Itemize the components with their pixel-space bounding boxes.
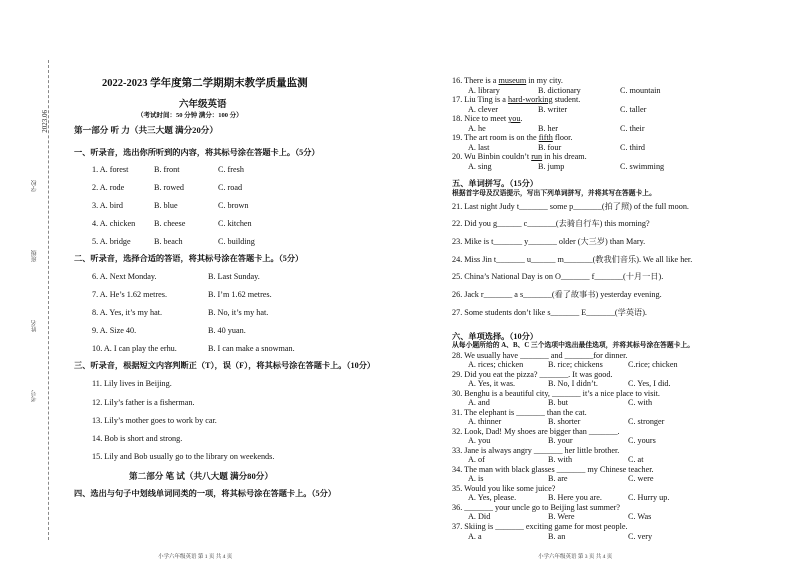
option: A. library — [468, 86, 500, 95]
list-item: 22. Did you g______ c_______(去骑自行车) this morning? — [452, 219, 650, 228]
option: C. swimming — [620, 162, 665, 171]
binding-label-class: 班级 — [32, 250, 38, 262]
sec3-heading: 三、听录音，根据短文内容判断正（T），误（F），将其标号涂在答题卡上。（10分） — [74, 361, 376, 370]
option: A. and — [468, 398, 490, 407]
sec4-heading: 四、选出与句子中划线单词同类的一项，将其标号涂在答题卡上。（5分） — [74, 489, 336, 498]
option: B. cheese — [154, 219, 186, 228]
list-item: 11. Lily lives in Beijing. — [92, 379, 172, 388]
option: B. rice; chickens — [548, 360, 603, 369]
sec6-heading: 六、单项选择。（10分） — [452, 332, 538, 341]
list-item: 23. Mike is t_______ y_______ older (大三岁) than Mary. — [452, 237, 646, 246]
option: B. blue — [154, 201, 178, 210]
list-item: 25. China’s National Day is on O_______ f_______(十月一日). — [452, 272, 664, 281]
part2-heading: 第二部分 笔 试（共八大题 满分80分） — [129, 471, 273, 481]
question: 20. Wu Binbin couldn’t run in his dream. — [452, 152, 587, 161]
option: C. third — [620, 143, 646, 152]
option: B. Here you are. — [548, 493, 602, 502]
option: C. at — [628, 455, 644, 464]
option: B. with — [548, 455, 573, 464]
binding-margin — [8, 60, 48, 540]
sec2-heading: 二、听录音，选择合适的答语，将其标号涂在答题卡上。（5分） — [74, 254, 304, 263]
binding-label-number: 考号 — [32, 390, 38, 402]
option: 3. A. bird — [92, 201, 123, 210]
option: A. Did — [468, 512, 491, 521]
option: C. brown — [218, 201, 249, 210]
option: C. Yes, I did. — [628, 379, 671, 388]
option: 2. A. rode — [92, 183, 125, 192]
option: B. I can make a snowman. — [208, 344, 295, 353]
binding-year: 2023.06 — [41, 110, 49, 133]
page-footer-right: 小学六年级英语 第 3 页 共 4 页 — [538, 554, 613, 560]
binding-label-school: 学校 — [32, 180, 38, 192]
option: B. Last Sunday. — [208, 272, 260, 281]
option: 8. A. Yes, it’s my hat. — [92, 308, 163, 317]
option: B. rowed — [154, 183, 185, 192]
question: 36. _______ your uncle go to Beijing last summer? — [452, 503, 621, 512]
option: 5. A. bridge — [92, 237, 131, 246]
option: C. stronger — [628, 417, 665, 426]
list-item: 12. Lily’s father is a fisherman. — [92, 398, 195, 407]
question: 35. Would you like some juice? — [452, 484, 556, 493]
option: B. her — [538, 124, 559, 133]
option: B. but — [548, 398, 569, 407]
option: C. Was — [628, 512, 652, 521]
question: 18. Nice to meet you. — [452, 114, 523, 123]
list-item: 14. Bob is short and strong. — [92, 434, 183, 443]
list-item: 26. Jack r_______ a s_______(看了故事书) yesterday evening. — [452, 290, 662, 299]
underlined-word: hard-working — [507, 95, 553, 104]
question: 32. Look, Dad! My shoes are bigger than _______. — [452, 427, 620, 436]
list-item: 21. Last night Judy t_______ some p_______(拍了照) of the full moon. — [452, 202, 689, 211]
option: B. beach — [154, 237, 183, 246]
question: 17. Liu Ting is a hard-working student. — [452, 95, 581, 104]
underlined-word: you — [508, 114, 521, 123]
exam-info: （考试时间：50 分钟 满分：100 分） — [137, 112, 243, 119]
exam-subtitle: 六年级英语 — [179, 100, 227, 110]
list-item: 27. Some students don’t like s_______ E_______(学英语). — [452, 308, 647, 317]
option: B. No, it’s my hat. — [208, 308, 269, 317]
option: 6. A. Next Monday. — [92, 272, 157, 281]
option: A. last — [468, 143, 490, 152]
option: 9. A. Size 40. — [92, 326, 137, 335]
option: C. road — [218, 183, 243, 192]
option: A. sing — [468, 162, 492, 171]
question: 16. There is a museum in my city. — [452, 76, 563, 85]
option: C. were — [628, 474, 654, 483]
option: A. he — [468, 124, 486, 133]
option: C. kitchen — [218, 219, 252, 228]
option: B. No, I didn’t. — [548, 379, 598, 388]
option: 10. A. I can play the erhu. — [92, 344, 177, 353]
sec1-heading: 一、听录音，选出你所听到的内容，将其标号涂在答题卡上。（5分） — [74, 148, 320, 157]
option: C. fresh — [218, 165, 244, 174]
option: C. very — [628, 532, 653, 541]
option: A. you — [468, 436, 491, 445]
underlined-word: museum — [498, 76, 527, 85]
option: 7. A. He’s 1.62 metres. — [92, 290, 168, 299]
option: B. four — [538, 143, 562, 152]
option: C. taller — [620, 105, 647, 114]
binding-label-name: 姓名 — [32, 320, 38, 332]
question: 34. The man with black glasses _______ my Chinese teacher. — [452, 465, 654, 474]
option: C. building — [218, 237, 255, 246]
question: 30. Benghu is a beautiful city, _______ it’s a nice place to visit. — [452, 389, 660, 398]
option: C.rice; chicken — [628, 360, 678, 369]
question: 33. Jane is always angry _______ her little brother. — [452, 446, 620, 455]
option: B. writer — [538, 105, 568, 114]
option: C. Hurry up. — [628, 493, 670, 502]
list-item: 24. Miss Jin t_______ u______ m_______(教我们音乐). We all like her. — [452, 255, 693, 264]
question: 29. Did you eat the pizza? _______. It was good. — [452, 370, 613, 379]
option: B. I’m 1.62 metres. — [208, 290, 272, 299]
option: C. mountain — [620, 86, 661, 95]
option: C. with — [628, 398, 653, 407]
option: A. of — [468, 455, 485, 464]
sec5-instruction: 根据首字母及汉语提示，写出下列单词拼写，并将其写在答题卡上。 — [452, 190, 656, 197]
option: A. Yes, please. — [468, 493, 517, 502]
option: A. rices; chicken — [468, 360, 524, 369]
question: 31. The elephant is _______ than the cat. — [452, 408, 587, 417]
option: B. 40 yuan. — [208, 326, 246, 335]
option: B. are — [548, 474, 568, 483]
option: A. is — [468, 474, 484, 483]
option: C. their — [620, 124, 645, 133]
question: 19. The art room is on the fifth floor. — [452, 133, 573, 142]
option: C. yours — [628, 436, 656, 445]
exam-title: 2022-2023 学年度第二学期期末教学质量监测 — [102, 78, 308, 89]
option: A. clever — [468, 105, 499, 114]
option: 4. A. chicken — [92, 219, 136, 228]
option: B. front — [154, 165, 180, 174]
sec5-heading: 五、单词拼写。（15分） — [452, 179, 538, 188]
option: B. jump — [538, 162, 565, 171]
option: B. your — [548, 436, 573, 445]
option: B. shorter — [548, 417, 581, 426]
sec6-instruction: 从每小题所给的 A、B、C 三个选项中选出最佳选项，并将其标号涂在答题卡上。 — [452, 342, 695, 349]
question: 37. Skiing is _______ exciting game for most people. — [452, 522, 628, 531]
underlined-word: fifth — [538, 133, 553, 142]
question: 28. We usually have _______ and _______for dinner. — [452, 351, 628, 360]
list-item: 13. Lily’s mother goes to work by car. — [92, 416, 217, 425]
option: A. Yes, it was. — [468, 379, 516, 388]
underlined-word: run — [531, 152, 543, 161]
option: A. thinner — [468, 417, 502, 426]
option: B. dictionary — [538, 86, 581, 95]
option: B. an — [548, 532, 566, 541]
option: 1. A. forest — [92, 165, 129, 174]
page-footer-left: 小学六年级英语 第 1 页 共 4 页 — [158, 554, 233, 560]
part1-heading: 第一部分 听 力（共三大题 满分20分） — [74, 125, 218, 135]
option: B. Were — [548, 512, 575, 521]
option: A. a — [468, 532, 482, 541]
list-item: 15. Lily and Bob usually go to the library on weekends. — [92, 452, 275, 461]
